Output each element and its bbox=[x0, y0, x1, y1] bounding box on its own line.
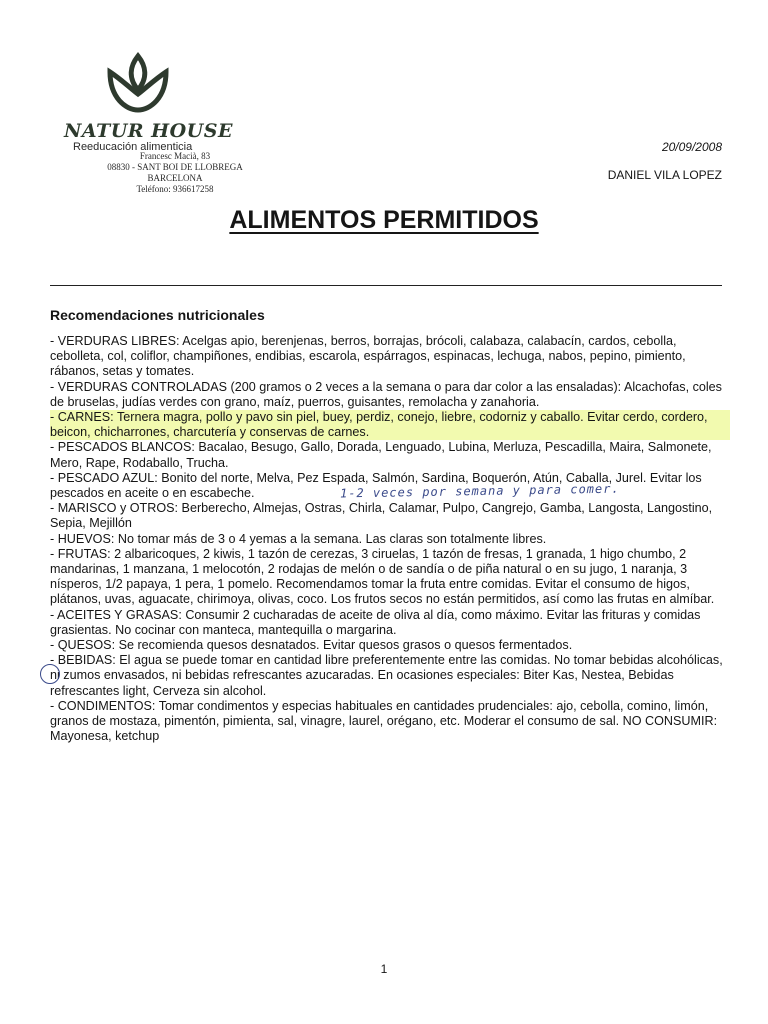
list-item: - PESCADOS BLANCOS: Bacalao, Besugo, Gallo, Dorada, Lenguado, Lubina, Merluza, Pescadilla, Maira, Salmonete, Mero, Rape, Rodaballo, Trucha. bbox=[50, 440, 712, 470]
section-title: Recomendaciones nutricionales bbox=[50, 307, 265, 323]
list-item: - HUEVOS: No tomar más de 3 o 4 yemas a la semana. Las claras son totalmente libres. bbox=[50, 531, 547, 546]
list-item: - QUESOS: Se recomienda quesos desnatados. Evitar quesos grasos o quesos fermentados. bbox=[50, 638, 573, 653]
address-line: Teléfono: 936617258 bbox=[136, 184, 214, 194]
patient-name: DANIEL VILA LOPEZ bbox=[607, 168, 722, 182]
handwritten-note: 1-2 veces por semana y para comer. bbox=[339, 481, 620, 501]
divider bbox=[50, 285, 722, 286]
address-line: 08830 - SANT BOI DE LLOBREGA bbox=[107, 162, 243, 172]
list-item: - CARNES: Ternera magra, pollo y pavo sin piel, buey, perdiz, conejo, liebre, codorniz y caballo. Evitar cerdo, cordero, beicon, chicharrones, charcutería y conservas de carnes. bbox=[50, 410, 730, 440]
lotus-logo-icon bbox=[104, 50, 172, 116]
page-number: 1 bbox=[380, 962, 388, 976]
address-block bbox=[96, 151, 254, 195]
list-item: - VERDURAS CONTROLADAS (200 gramos o 2 veces a la semana o para dar color a las ensaladas): Alcachofas, coles de bruselas, judías verdes con grano, maíz, puerros, guisantes, remolacha y zanahoria. bbox=[50, 379, 722, 409]
brand-name: NATUR HOUSE bbox=[64, 120, 233, 142]
page-title: ALIMENTOS PERMITIDOS bbox=[229, 206, 539, 234]
document-date: 20/09/2008 bbox=[661, 140, 722, 154]
brand-tagline: Reeducación alimenticia bbox=[73, 141, 193, 153]
list-item: - CONDIMENTOS: Tomar condimentos y especias habituales en cantidades prudenciales: ajo, cebolla, comino, limón, granos de mostaza, pimentón, pimienta, sal, vinagre, laurel, orégano, etc. Moderar el consumo de sal. NO CONSUMIR: Mayonesa, ketchup bbox=[50, 698, 718, 744]
list-item: - ACEITES Y GRASAS: Consumir 2 cucharadas de aceite de oliva al día, como máximo. Evitar las frituras y comidas grasientas. No cocinar con manteca, mantequilla o margarina. bbox=[50, 607, 701, 637]
list-item: - VERDURAS LIBRES: Acelgas apio, berenjenas, berros, borrajas, brócoli, calabaza, calabacín, cardos, cebolla, cebolleta, col, coliflor, champiñones, endibias, escarola, espárragos, espinacas, lechuga, nabos, pepino, pimiento, rábanos, setas y tomates. bbox=[50, 334, 686, 379]
list-item: - FRUTAS: 2 albaricoques, 2 kiwis, 1 tazón de cerezas, 3 ciruelas, 1 tazón de fresas, 1 granada, 1 higo chumbo, 2 mandarinas, 1 manzana, 1 melocotón, 2 rodajas de melón o de sandía o de piña natural o en su jugo, 1 naranja, 3 nísperos, 1/2 papaya, 1 pera, 1 pomelo. Recomendamos tomar la fruta entre comidas. Evitar el consumo de higos, plátanos, uvas, aguacate, chirimoya, olivas, coco. Los frutos secos no están permitidos, así como las frutas en almíbar. bbox=[50, 546, 715, 607]
list-item: - PESCADO AZUL: Bonito del norte, Melva, Pez Espada, Salmón, Sardina, Boquerón, Atún, Caballa, Jurel. Evitar los pescados en aceite o en escabeche. bbox=[50, 470, 702, 501]
recommendations-list bbox=[50, 334, 730, 744]
address-line: BARCELONA bbox=[147, 173, 203, 183]
hand-drawn-circle-icon bbox=[40, 664, 60, 684]
address-line: Francesc Macià, 83 bbox=[139, 151, 211, 161]
list-item: - BEBIDAS: El agua se puede tomar en cantidad libre preferentemente entre las comidas. No tomar bebidas alcohólicas, ni zumos envasados, ni bebidas refrescantes azucaradas. En ocasiones especiales: Biter Kas, Nestea, Bebidas refrescantes light, Cerveza sin alcohol. bbox=[50, 653, 723, 698]
list-item: - MARISCO y OTROS: Berberecho, Almejas, Ostras, Chirla, Calamar, Pulpo, Cangrejo, Gamba, Langosta, Langostino, Sepia, Mejillón bbox=[50, 501, 713, 531]
